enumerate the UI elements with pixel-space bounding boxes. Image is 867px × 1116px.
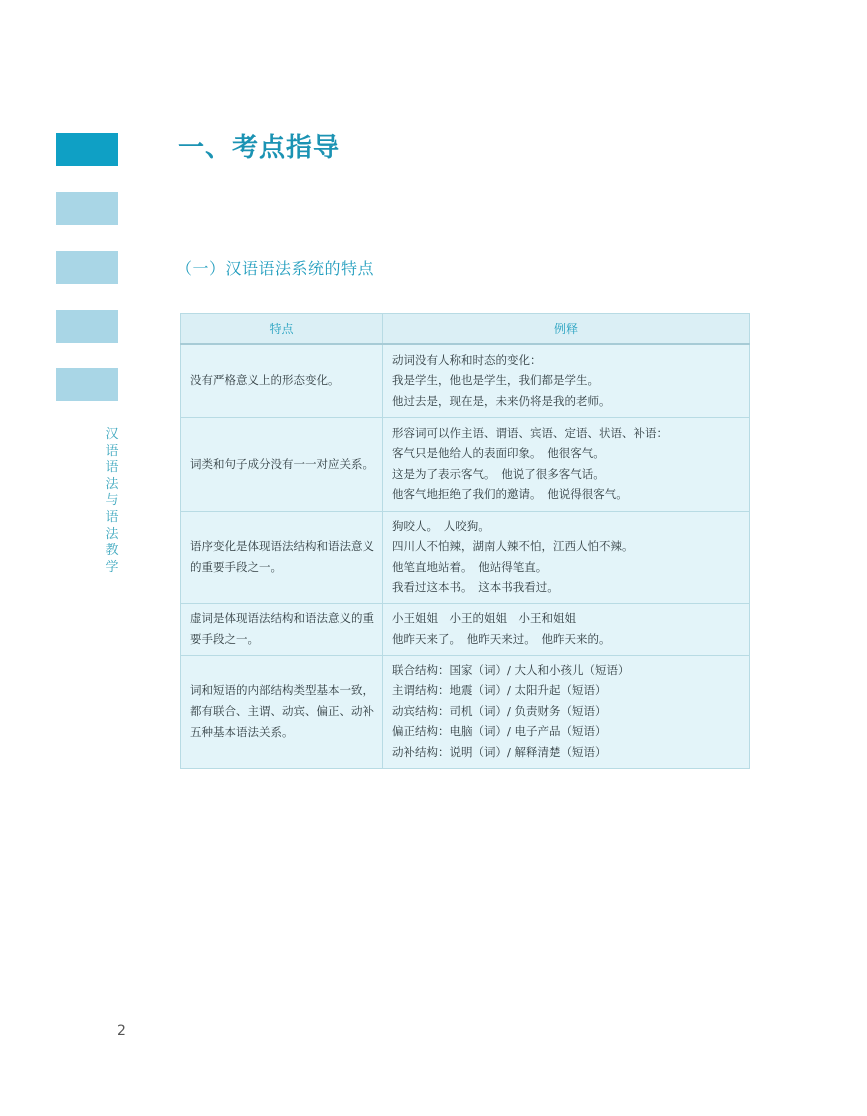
example-line: 他笔直地站着。 他站得笔直。 xyxy=(392,559,548,574)
example-line: 动词没有人称和时态的变化： xyxy=(392,352,542,367)
example-line: 他客气地拒绝了我们的邀请。 他说得很客气。 xyxy=(392,487,628,501)
example-line: 这是为了表示客气。 他说了很多客气话。 xyxy=(392,466,605,481)
book-title-char: 语 xyxy=(105,509,119,525)
column-header-feature: 特点 xyxy=(181,314,383,345)
example-line: 我是学生，他也是学生，我们都是学生。 xyxy=(392,373,599,387)
examples-cell xyxy=(383,655,750,768)
feature-cell: 语序变化是体现语法结构和语法意义的重要手段之一。 xyxy=(181,511,383,603)
example-line: 我看过这本书。 这本书我看过。 xyxy=(392,580,559,594)
examples-cell xyxy=(383,511,750,603)
examples-cell xyxy=(383,344,750,417)
chapter-title: 一、考点指导 xyxy=(178,133,341,163)
feature-cell: 词类和句子成分没有一一对应关系。 xyxy=(181,417,383,511)
table-row xyxy=(181,344,750,417)
feature-cell: 词和短语的内部结构类型基本一致，都有联合、主谓、动宾、偏正、动补五种基本语法关系。 xyxy=(181,655,383,768)
example-line: 狗咬人。 人咬狗。 xyxy=(392,518,490,533)
examples-cell xyxy=(383,603,750,655)
example-line: 动宾结构：司机（词）/ 负责财务（短语） xyxy=(392,703,607,718)
book-title-char: 语 xyxy=(105,443,119,459)
book-title-char: 法 xyxy=(105,526,119,542)
book-title-char: 与 xyxy=(105,493,119,509)
feature-cell: 没有严格意义上的形态变化。 xyxy=(181,344,383,417)
example-line: 小王姐姐 小王的姐姐 小王和姐姐 xyxy=(392,611,576,625)
column-header-examples: 例释 xyxy=(383,314,750,345)
book-title-char: 汉 xyxy=(105,427,119,442)
chapter-tab-4 xyxy=(56,310,118,343)
examples-cell xyxy=(383,417,750,511)
chapter-tab-5 xyxy=(56,368,118,401)
feature-cell: 虚词是体现语法结构和语法意义的重要手段之一。 xyxy=(181,603,383,655)
book-title-char: 学 xyxy=(105,559,119,575)
chapter-tab-3 xyxy=(56,251,118,284)
section-title: （一）汉语语法系统的特点 xyxy=(176,259,375,278)
table-header-row xyxy=(181,314,750,345)
chapter-tab-2 xyxy=(56,192,118,225)
book-title-char: 语 xyxy=(105,460,119,476)
example-line: 形容词可以作主语、谓语、宾语、定语、状语、补语： xyxy=(392,425,668,440)
book-title-vertical xyxy=(104,427,120,576)
book-title-char: 法 xyxy=(105,476,119,492)
example-line: 动补结构：说明（词）/ 解释清楚（短语） xyxy=(392,744,607,759)
example-line: 四川人不怕辣，湖南人辣不怕，江西人怕不辣。 xyxy=(392,539,634,553)
example-line: 客气只是他给人的表面印象。 他很客气。 xyxy=(392,446,605,460)
example-line: 他昨天来了。 他昨天来过。 他昨天来的。 xyxy=(392,631,611,646)
chapter-tab-1 xyxy=(56,133,118,166)
table-row xyxy=(181,511,750,603)
example-line: 他过去是，现在是，未来仍将是我的老师。 xyxy=(392,393,611,408)
example-line: 联合结构：国家（词）/ 大人和小孩儿（短语） xyxy=(392,662,630,677)
example-line: 主谓结构：地震（词）/ 太阳升起（短语） xyxy=(392,683,607,698)
table-row xyxy=(181,603,750,655)
example-line: 偏正结构：电脑（词）/ 电子产品（短语） xyxy=(392,724,607,739)
grammar-features-table xyxy=(180,313,750,769)
page-number: 2 xyxy=(117,1023,126,1039)
table-row xyxy=(181,417,750,511)
book-title-char: 教 xyxy=(105,543,119,559)
table-row xyxy=(181,655,750,768)
